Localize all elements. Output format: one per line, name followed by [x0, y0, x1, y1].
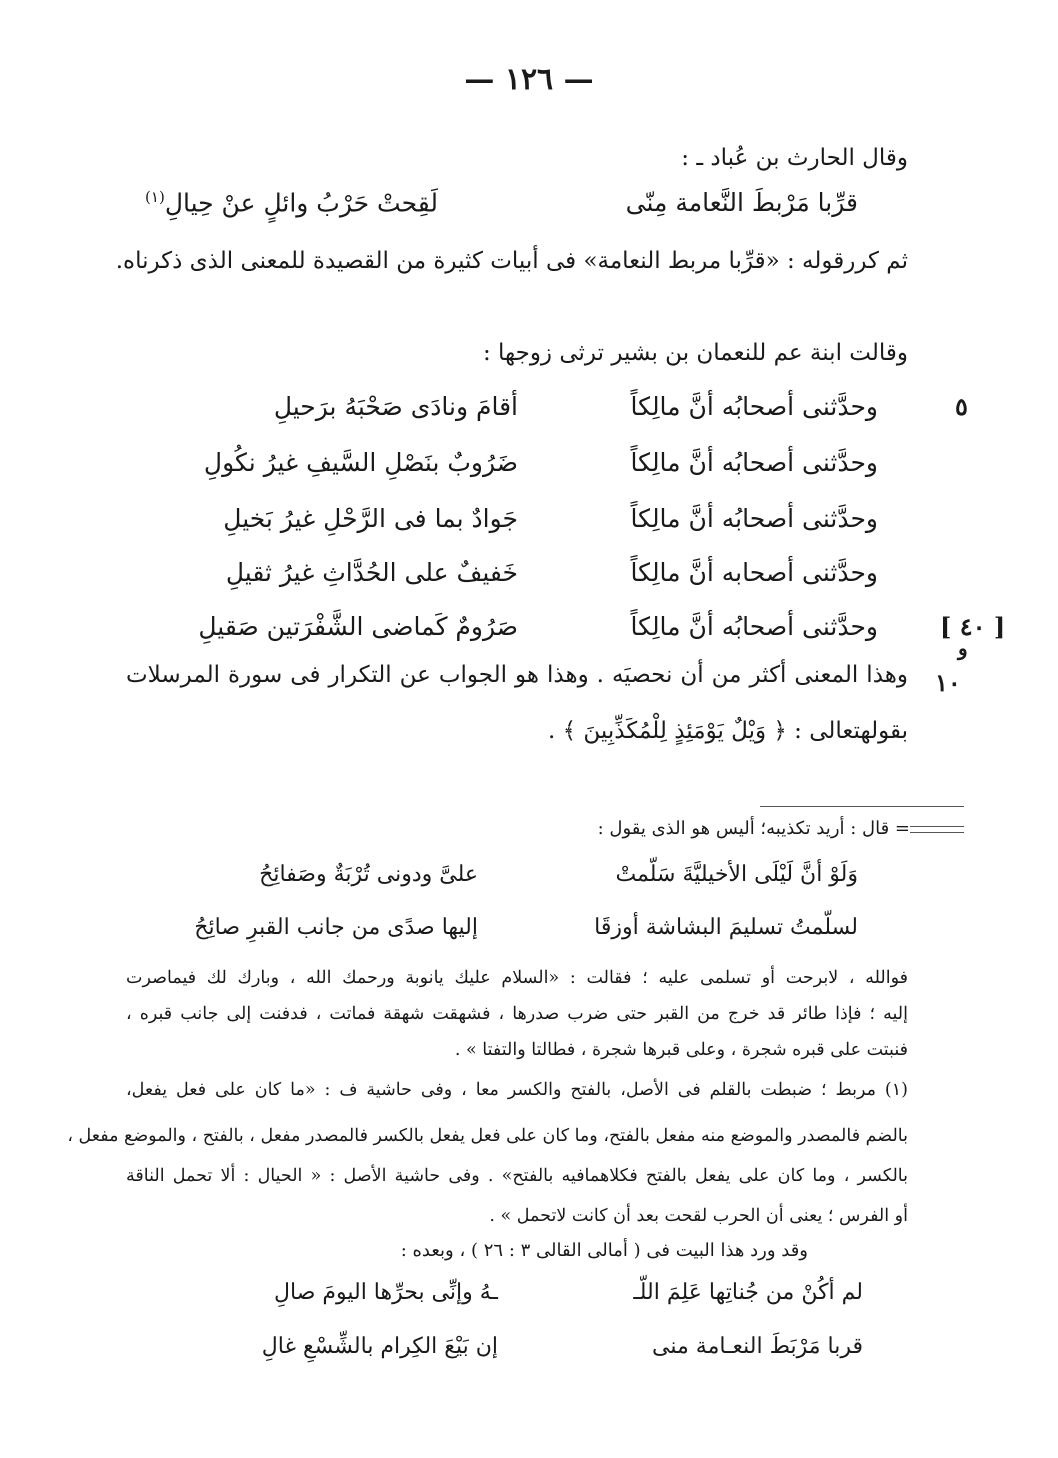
- footnote-1-line-4: أو الفرس ؛ يعنى أن الحرب لقحت بعد أن كانت لاتحمل » .: [489, 1206, 908, 1226]
- elegy-verse-3-second: جَوادٌ بما فى الرَّحْلِ غيرُ بَخيلِ: [223, 504, 518, 533]
- elegy-verse-2: [0, 448, 1058, 488]
- footnote-verse-d-second: إن بَيْعَ الكِرام بالشِّسْعِ غالِ: [261, 1334, 498, 1359]
- elegy-verse-2-first: وحدَّثنى أصحابُه أنَّ مالِكاً: [630, 448, 878, 477]
- elegy-verse-5: [0, 612, 1058, 652]
- verse-1-first: قرِّبا مَرْبطَ النَّعامة مِنّى: [625, 188, 858, 217]
- line-number-5: ٥: [955, 392, 968, 421]
- footnote-cont-line-1: فوالله ، لابرحت أو تسلمى عليه ؛ فقالت : «السلام عليك يانوبة ورحمك الله ، وبارك لك فيماصرت: [126, 968, 908, 988]
- footnote-cont-intro: = قال : أريد تكذيبه؛ أليس هو الذى يقول :: [597, 818, 910, 839]
- footnote-continuation-mark-top: [910, 826, 964, 827]
- footnote-1-line-2: بالضم فالمصدر والموضع منه مفعل بالفتح، وما كان على فعل يفعل بالكسر فالمصدر مفعل ، بالفتح ، والموضع مفعل ،: [67, 1126, 908, 1146]
- footnote-continuation-mark-bottom: [910, 832, 964, 833]
- comment-2: وهذا المعنى أكثر من أن نحصيَه . وهذا هو الجواب عن التكرار فى سورة المرسلات: [126, 662, 909, 688]
- footnote-1-line-3: بالكسر ، وما كان على يفعل بالفتح فكلاهمافيه بالفتح» . وفى حاشية الأصل : « الحيال : ألا تحمل الناقة: [126, 1166, 908, 1186]
- elegy-verse-4-first: وحدَّثنى أصحابه أنَّ مالِكاً: [630, 558, 878, 587]
- comment-3: بقولهتعالى : ﴿ وَيْلٌ يَوْمَئِذٍ لِلْمُكَذِّبِينَ ﴾ .: [547, 718, 908, 744]
- footnote-1-line-1: (١) مربط ؛ ضبطت بالقلم فى الأصل، بالفتح والكسر معا ، وفى حاشية ف : «ما كان على فعل يفعل،: [126, 1080, 908, 1100]
- line-number-10: ١٠: [935, 668, 961, 697]
- footnote-verse-d-first: قربا مَرْبَطَ النعـامة منى: [652, 1334, 863, 1359]
- elegy-verse-5-second: صَرُومٌ كَماضى الشَّفْرَتين صَقيلِ: [198, 612, 518, 641]
- manuscript-folio-ref: [ ٤٠ ]: [940, 612, 1006, 641]
- footnote-mark: (١): [145, 188, 165, 206]
- footnote-verse-a: [0, 862, 1058, 898]
- footnote-verse-c-first: لم أكُنْ من جُناتِها عَلِمَ اللّـ: [633, 1280, 863, 1305]
- verse-1: [0, 188, 1058, 228]
- page-number: — ١٢٦ —: [464, 62, 594, 97]
- footnote-verse-a-second: علىَّ ودونى تُرْبَةٌ وصَفائِحُ: [259, 862, 478, 887]
- elegy-verses: [0, 392, 1058, 692]
- elegy-verse-4-second: خَفيفٌ على الحُدَّاثِ غيرُ ثقيلِ: [225, 558, 518, 587]
- elegy-verse-1: [0, 392, 1058, 432]
- elegy-verse-3-first: وحدَّثنى أصحابُه أنَّ مالِكاً: [630, 504, 878, 533]
- elegy-verse-4: [0, 558, 1058, 598]
- elegy-verse-1-second: أقامَ ونادَى صَحْبَهُ برَحيلِ: [273, 392, 518, 421]
- footnote-1-tail: وقد ورد هذا البيت فى ( أمالى القالى ٣ : ٢٦ ) ، وبعده :: [400, 1240, 808, 1261]
- elegy-verse-3: [0, 504, 1058, 544]
- comment-1: ثم كررقوله : «قرِّبا مربط النعامة» فى أبيات كثيرة من القصيدة للمعنى الذى ذكرناه.: [115, 248, 908, 274]
- footnote-verse-d: [0, 1334, 1058, 1370]
- footnote-verse-a-first: وَلَوْ أنَّ لَيْلَى الأخيليَّةَ سَلّمتْ: [615, 862, 858, 887]
- verse-1-second-text: لَقِحتْ حَرْبُ وائلٍ عنْ حِيالِ: [164, 188, 438, 218]
- verse-1-second: [145, 188, 438, 217]
- footnote-verse-c-second: ـهُ وإنِّى بحرِّها اليومَ صالِ: [274, 1280, 498, 1305]
- elegy-verse-1-first: وحدَّثنى أصحابُه أنَّ مالِكاً: [630, 392, 878, 421]
- elegy-verse-2-second: ضَرُوبٌ بنَصْلِ السَّيفِ غيرُ نكُولِ: [203, 448, 518, 477]
- footnote-verse-b-second: إليها صدًى من جانب القبرِ صائِحُ: [194, 915, 478, 940]
- footnote-cont-line-2: إليه ؛ فإذا طائر قد خرج من القبر حتى ضرب صدرها ، فشهقت شهقة فماتت ، فدفنت إلى جانب قبره ،: [126, 1004, 908, 1024]
- elegy-verse-5-first: وحدَّثنى أصحابُه أنَّ مالِكاً: [630, 612, 878, 641]
- footnote-verse-c: [0, 1280, 1058, 1316]
- intro-line-2: وقالت ابنة عم للنعمان بن بشير ترثى زوجها :: [482, 340, 908, 366]
- footnote-cont-line-3: فنبتت على قبره شجرة ، وعلى قبرها شجرة ، فطالتا والتفتا » .: [454, 1040, 908, 1060]
- footnote-verse-b: [0, 915, 1058, 951]
- footnote-separator: [760, 806, 964, 807]
- intro-line-1: وقال الحارث بن عُباد ـ :: [681, 145, 908, 171]
- footnote-verse-b-first: لسلّمتُ تسليمَ البشاشة أوزقَا: [594, 915, 858, 940]
- manuscript-folio-side: و: [958, 636, 968, 660]
